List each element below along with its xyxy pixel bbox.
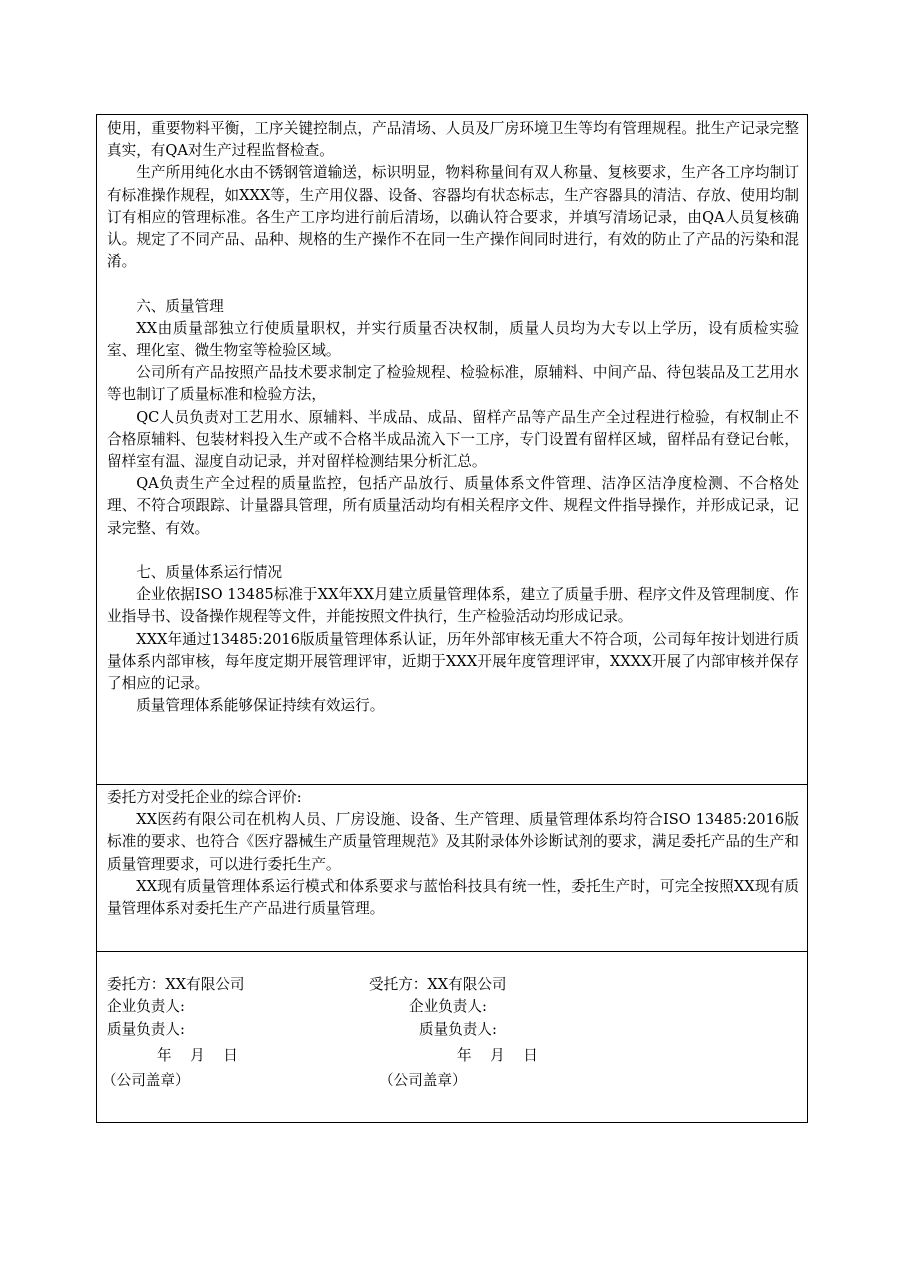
paragraph: 企业依据ISO 13485标准于XX年XX月建立质量管理体系，建立了质量手册、程序文件及管理制度、作业指导书、设备操作规程等文件，并能按照文件执行，生产检验活动均形成记录。: [107, 586, 799, 626]
contractor-seal: （公司盖章）: [379, 1072, 467, 1089]
paragraph: XX现有质量管理体系运行模式和体系要求与蓝怡科技具有统一性，委托生产时，可完全按照XX现有质量管理体系对委托生产产品进行质量管理。: [107, 877, 799, 918]
paragraph: XXX年通过13485:2016版质量管理体系认证，历年外部审核无重大不符合项，公司每年按计划进行质量体系内部审核，每年度定期开展管理评审，近期于XXX开展年度管理评审，XXXX开展了内部审核并保存了相应的记录。: [107, 630, 799, 693]
evaluation-title: 委托方对受托企业的综合评价:: [107, 789, 302, 806]
section-heading-quality-system: 七、质量体系运行情况: [136, 564, 283, 582]
client-leader: 企业负责人:: [107, 998, 185, 1015]
paragraph: XX医药有限公司在机构人员、厂房设施、设备、生产管理、质量管理体系均符合ISO 13485:2016版标准的要求、也符合《医疗器械生产质量管理规范》及其附录体外诊断试剂的要求，满足委托产品的生产和质量管理要求，可以进行委托生产。: [107, 811, 799, 873]
evaluation-text: [107, 787, 799, 920]
contractor-date: 年 月 日: [457, 1047, 538, 1064]
paragraph: QC人员负责对工艺用水、原辅料、半成品、成品、留样产品等产品生产全过程进行检验，有权制止不合格原辅料、包装材料投入生产或不合格半成品流入下一工序，专门设置有留样区域，留样品有登记台帐，留样室有温、湿度自动记录，并对留样检测结果分析汇总。: [107, 408, 799, 471]
contractor-party: 受托方：XX有限公司: [369, 976, 507, 993]
paragraph: XX由质量部独立行使质量职权，并实行质量否决权制，质量人员均为大专以上学历，设有质检实验室、理化室、微生物室等检验区域。: [107, 319, 799, 360]
paragraph: QA负责生产全过程的质量监控，包括产品放行、质量体系文件管理、洁净区洁净度检测、不合格处理、不符合项跟踪、计量器具管理，所有质量活动均有相关程序文件、规程文件指导操作，并形成记录，记录完整、有效。: [107, 475, 799, 537]
paragraph: 质量管理体系能够保证持续有效运行。: [136, 697, 385, 715]
content-cell: [96, 114, 808, 784]
contractor-quality: 质量负责人:: [419, 1021, 497, 1038]
signature-cell: [96, 951, 808, 1123]
paragraph: 生产所用纯化水由不锈钢管道输送，标识明显，物料称量间有双人称量、复核要求，生产各工序均制订有标准操作规程，如XXX等，生产用仪器、设备、容器均有状态标志，生产容器具的清洁、存放、使用均制订有相应的管理标准。各生产工序均进行前后清场，以确认符合要求，并填写清场记录，由QA人员复核确认。规定了不同产品、品种、规格的生产操作不在同一生产操作间同时进行，有效的防止了产品的污染和混淆。: [107, 164, 799, 271]
client-party: 委托方：XX有限公司: [107, 976, 245, 993]
content-text: [107, 118, 799, 717]
client-date: 年 月 日: [157, 1047, 238, 1064]
paragraph: 公司所有产品按照产品技术要求制定了检验规程、检验标准，原辅料、中间产品、待包装品及工艺用水等也制订了质量标准和检验方法，: [107, 364, 799, 404]
contractor-leader: 企业负责人:: [409, 998, 487, 1015]
evaluation-cell: [96, 784, 808, 951]
paragraph: 使用，重要物料平衡，工序关键控制点，产品清场、人员及厂房环境卫生等均有管理规程。批生产记录完整真实，有QA对生产过程监督检查。: [107, 120, 799, 160]
section-heading-quality-management: 六、质量管理: [136, 297, 224, 315]
client-quality: 质量负责人:: [107, 1021, 185, 1038]
client-seal: （公司盖章）: [102, 1072, 190, 1089]
